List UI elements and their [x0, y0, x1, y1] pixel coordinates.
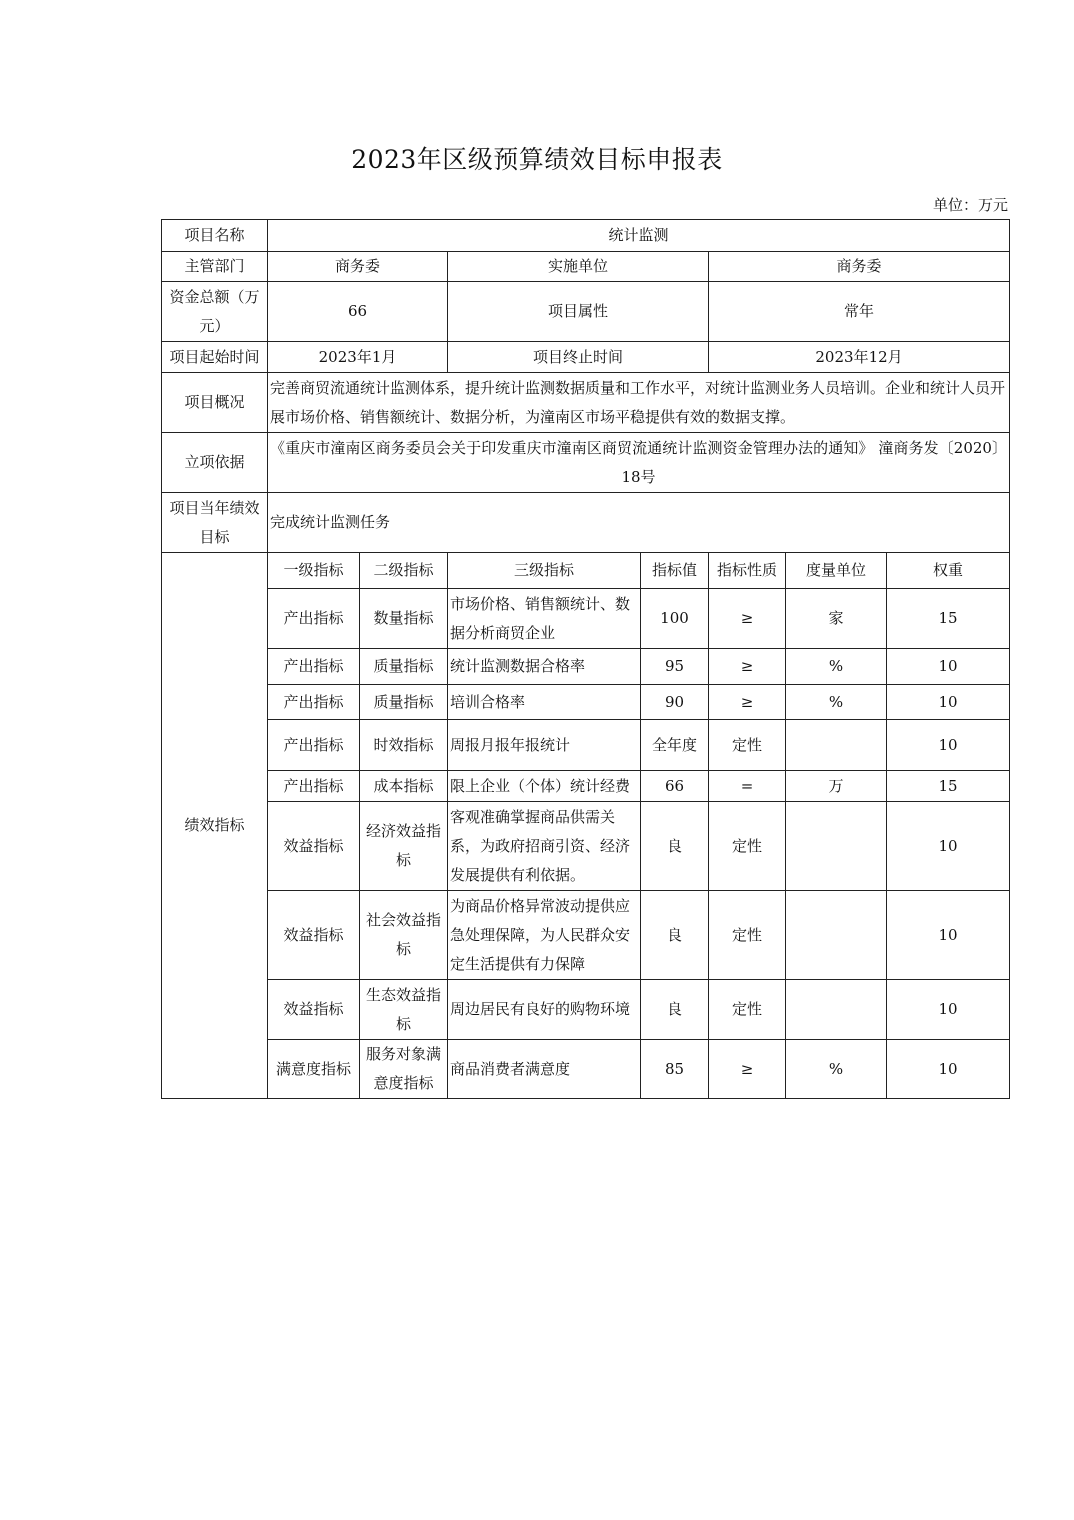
dept-label: 主管部门 — [162, 252, 268, 282]
indicator-l1: 效益指标 — [268, 980, 360, 1040]
header-l1: 一级指标 — [268, 553, 360, 589]
overview-label: 项目概况 — [162, 373, 268, 433]
indicator-value: 95 — [641, 649, 709, 685]
indicator-nature: 定性 — [709, 720, 786, 771]
indicator-section-label: 绩效指标 — [162, 553, 268, 1099]
indicator-weight: 10 — [887, 720, 1010, 771]
indicator-l1: 效益指标 — [268, 802, 360, 891]
table-row — [162, 891, 1010, 980]
row-basis — [162, 433, 1010, 493]
indicator-l1: 产出指标 — [268, 685, 360, 720]
indicator-l3: 商品消费者满意度 — [448, 1040, 641, 1099]
row-dept — [162, 252, 1010, 282]
header-unit: 度量单位 — [786, 553, 887, 589]
unit-label: 单位：万元 — [932, 196, 1008, 214]
header-nature: 指标性质 — [709, 553, 786, 589]
basis-value: 《重庆市潼南区商务委员会关于印发重庆市潼南区商贸流通统计监测资金管理办法的通知》 潼商务发〔2020〕18号 — [268, 433, 1010, 493]
indicator-l3: 为商品价格异常波动提供应急处理保障，为人民群众安定生活提供有力保障 — [448, 891, 641, 980]
fund-value: 66 — [268, 282, 448, 342]
goal-value: 完成统计监测任务 — [268, 493, 1010, 553]
header-weight: 权重 — [887, 553, 1010, 589]
indicator-unit: % — [786, 1040, 887, 1099]
indicator-weight: 15 — [887, 589, 1010, 649]
indicator-l2: 质量指标 — [360, 649, 448, 685]
indicator-l1: 满意度指标 — [268, 1040, 360, 1099]
indicator-unit: 家 — [786, 589, 887, 649]
indicator-l2: 成本指标 — [360, 771, 448, 802]
attr-label: 项目属性 — [448, 282, 709, 342]
indicator-nature: 定性 — [709, 980, 786, 1040]
indicator-l2: 服务对象满意度指标 — [360, 1040, 448, 1099]
table-row — [162, 589, 1010, 649]
indicator-unit: 万 — [786, 771, 887, 802]
indicator-value: 90 — [641, 685, 709, 720]
end-value: 2023年12月 — [709, 342, 1010, 373]
table-row — [162, 649, 1010, 685]
indicator-unit — [786, 720, 887, 771]
indicator-l3: 统计监测数据合格率 — [448, 649, 641, 685]
attr-value: 常年 — [709, 282, 1010, 342]
header-l2: 二级指标 — [360, 553, 448, 589]
indicator-value: 66 — [641, 771, 709, 802]
indicator-weight: 10 — [887, 980, 1010, 1040]
indicator-l2: 时效指标 — [360, 720, 448, 771]
impl-value: 商务委 — [709, 252, 1010, 282]
indicator-l3: 市场价格、销售额统计、数据分析商贸企业 — [448, 589, 641, 649]
indicator-weight: 10 — [887, 891, 1010, 980]
basis-label: 立项依据 — [162, 433, 268, 493]
indicator-weight: 10 — [887, 1040, 1010, 1099]
indicator-l1: 产出指标 — [268, 589, 360, 649]
overview-value: 完善商贸流通统计监测体系，提升统计监测数据质量和工作水平，对统计监测业务人员培训。企业和统计人员开展市场价格、销售额统计、数据分析，为潼南区市场平稳提供有效的数据支撑。 — [268, 373, 1010, 433]
indicator-l1: 产出指标 — [268, 649, 360, 685]
indicator-nature: ≥ — [709, 1040, 786, 1099]
indicator-nature: ≥ — [709, 589, 786, 649]
indicator-unit — [786, 980, 887, 1040]
indicator-nature: = — [709, 771, 786, 802]
table-row — [162, 802, 1010, 891]
project-name-label: 项目名称 — [162, 220, 268, 252]
indicator-value: 良 — [641, 980, 709, 1040]
indicator-l3: 客观准确掌握商品供需关系，为政府招商引资、经济发展提供有利依据。 — [448, 802, 641, 891]
indicator-weight: 10 — [887, 649, 1010, 685]
goal-label: 项目当年绩效目标 — [162, 493, 268, 553]
indicator-value: 全年度 — [641, 720, 709, 771]
indicator-l3: 周边居民有良好的购物环境 — [448, 980, 641, 1040]
indicator-l1: 效益指标 — [268, 891, 360, 980]
indicator-l1: 产出指标 — [268, 771, 360, 802]
table-row — [162, 685, 1010, 720]
indicator-value: 良 — [641, 891, 709, 980]
indicator-weight: 15 — [887, 771, 1010, 802]
row-project-name — [162, 220, 1010, 252]
row-goal — [162, 493, 1010, 553]
indicator-nature: ≥ — [709, 685, 786, 720]
start-value: 2023年1月 — [268, 342, 448, 373]
indicator-unit: % — [786, 685, 887, 720]
indicator-l2: 数量指标 — [360, 589, 448, 649]
project-name-value: 统计监测 — [268, 220, 1010, 252]
table-row — [162, 720, 1010, 771]
indicator-value: 100 — [641, 589, 709, 649]
indicator-l2: 生态效益指标 — [360, 980, 448, 1040]
row-overview — [162, 373, 1010, 433]
indicator-unit — [786, 802, 887, 891]
header-value: 指标值 — [641, 553, 709, 589]
end-label: 项目终止时间 — [448, 342, 709, 373]
fund-label: 资金总额（万元） — [162, 282, 268, 342]
impl-label: 实施单位 — [448, 252, 709, 282]
indicator-l2: 社会效益指标 — [360, 891, 448, 980]
table-row — [162, 980, 1010, 1040]
indicator-value: 良 — [641, 802, 709, 891]
row-fund — [162, 282, 1010, 342]
indicator-nature: 定性 — [709, 802, 786, 891]
indicator-header-row — [162, 553, 1010, 589]
indicator-nature: ≥ — [709, 649, 786, 685]
header-l3: 三级指标 — [448, 553, 641, 589]
indicator-unit: % — [786, 649, 887, 685]
indicator-unit — [786, 891, 887, 980]
indicator-l3: 培训合格率 — [448, 685, 641, 720]
indicator-weight: 10 — [887, 802, 1010, 891]
row-period — [162, 342, 1010, 373]
start-label: 项目起始时间 — [162, 342, 268, 373]
indicator-l3: 限上企业（个体）统计经费 — [448, 771, 641, 802]
indicator-weight: 10 — [887, 685, 1010, 720]
indicator-l1: 产出指标 — [268, 720, 360, 771]
indicator-l2: 质量指标 — [360, 685, 448, 720]
dept-value: 商务委 — [268, 252, 448, 282]
table-row — [162, 771, 1010, 802]
indicator-value: 85 — [641, 1040, 709, 1099]
indicator-nature: 定性 — [709, 891, 786, 980]
table-row — [162, 1040, 1010, 1099]
page-title: 2023年区级预算绩效目标申报表 — [351, 145, 723, 174]
budget-target-table — [161, 219, 1010, 1099]
indicator-l2: 经济效益指标 — [360, 802, 448, 891]
indicator-l3: 周报月报年报统计 — [448, 720, 641, 771]
